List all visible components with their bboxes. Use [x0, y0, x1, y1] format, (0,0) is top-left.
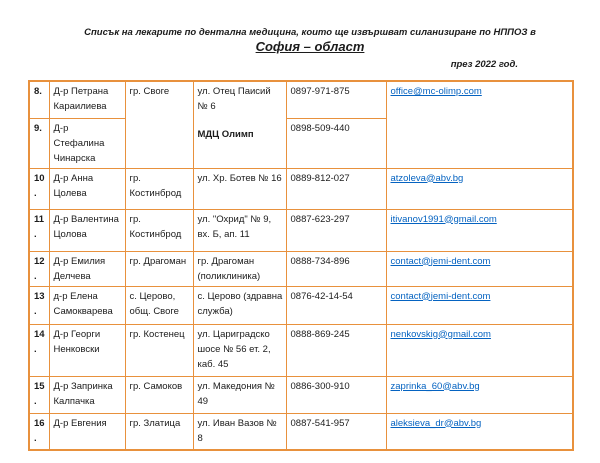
city-cell: гр. Костинброд	[125, 168, 193, 209]
address-cell: ул. Цариградско шосе № 56 ет. 2, каб. 45	[193, 324, 286, 376]
row-number: 14.	[29, 324, 49, 376]
city-cell: с. Церово, общ. Своге	[125, 286, 193, 324]
phone-cell: 0889-812-027	[286, 168, 386, 209]
email-cell	[386, 324, 573, 376]
table-row	[29, 413, 573, 450]
row-number: 8.	[29, 81, 49, 118]
email-link[interactable]: itivanov1991@gmail.com	[390, 213, 497, 225]
email-link[interactable]: nenkovskig@gmail.com	[390, 328, 491, 340]
phone-cell: 0898-509-440	[286, 118, 386, 168]
city-cell: гр. Драгоман	[125, 251, 193, 286]
email-link[interactable]: zaprinka_60@abv.bg	[390, 380, 480, 392]
email-cell	[386, 413, 573, 450]
title-prefix: Списък на лекарите по дентална медицина, които ще извършват силанизиране по НППОЗ в	[84, 27, 536, 38]
email-link[interactable]: office@mc-olimp.com	[390, 86, 482, 97]
row-number: 9.	[29, 118, 49, 168]
email-link[interactable]: aleksieva_dr@abv.bg	[390, 417, 482, 429]
address-cell: ул. Иван Вазов № 8	[193, 413, 286, 450]
city-cell: гр. Костенец	[125, 324, 193, 376]
row-number: 10.	[29, 168, 49, 209]
email-link[interactable]: contact@jemi-dent.com	[390, 290, 491, 302]
table-row	[29, 81, 573, 118]
title-region-highlight: София – област	[255, 39, 365, 54]
email-cell	[386, 209, 573, 251]
email-cell	[386, 251, 573, 286]
phone-cell: 0886-300-910	[286, 376, 386, 413]
phone-cell: 0876-42-14-54	[286, 286, 386, 324]
address-line-2: МДЦ Олимп	[197, 129, 254, 140]
row-number: 11.	[29, 209, 49, 251]
doctor-name: Д-р Георги Ненковски	[49, 324, 125, 376]
address-cell: ул. Македония № 49	[193, 376, 286, 413]
table-row	[29, 324, 573, 376]
title-line-1	[0, 26, 600, 56]
table-row	[29, 209, 573, 251]
phone-cell: 0897-971-875	[286, 81, 386, 118]
table-row	[29, 376, 573, 413]
title-line-2: през 2022 год.	[450, 59, 518, 70]
phone-cell: 0887-541-957	[286, 413, 386, 450]
address-cell: ул. "Охрид" № 9, вх. Б, ап. 11	[193, 209, 286, 251]
address-cell: гр. Драгоман (поликлиника)	[193, 251, 286, 286]
doctor-name: Д-р Петрана Караилиева	[49, 81, 125, 118]
doctor-name: Д-р Стефалина Чинарска	[49, 118, 125, 168]
city-cell: гр. Самоков	[125, 376, 193, 413]
address-cell: ул. Хр. Ботев № 16	[193, 168, 286, 209]
city-cell: гр. Костинброд	[125, 209, 193, 251]
document-title	[0, 0, 600, 71]
phone-cell: 0887-623-297	[286, 209, 386, 251]
phone-cell: 0888-869-245	[286, 324, 386, 376]
email-cell	[386, 286, 573, 324]
email-link[interactable]: atzoleva@abv.bg	[390, 172, 464, 184]
email-cell	[386, 81, 573, 168]
email-cell	[386, 376, 573, 413]
city-cell: гр. Златица	[125, 413, 193, 450]
doctor-name: д-р Елена Самокварева	[49, 286, 125, 324]
row-number: 16.	[29, 413, 49, 450]
row-number: 12.	[29, 251, 49, 286]
table-row	[29, 286, 573, 324]
doctors-table	[28, 80, 574, 451]
address-cell: с. Церово (здравна служба)	[193, 286, 286, 324]
doctor-name: Д-р Анна Цолева	[49, 168, 125, 209]
doctor-name: Д-р Евгения	[49, 413, 125, 450]
phone-cell: 0888-734-896	[286, 251, 386, 286]
doctor-name: Д-р Валентина Цолова	[49, 209, 125, 251]
email-link[interactable]: contact@jemi-dent.com	[390, 255, 491, 267]
table-row	[29, 251, 573, 286]
email-cell	[386, 168, 573, 209]
address-cell	[193, 81, 286, 168]
row-number: 15.	[29, 376, 49, 413]
table-row	[29, 168, 573, 209]
doctor-name: Д-р Емилия Делчева	[49, 251, 125, 286]
city-cell: гр. Своге	[125, 81, 193, 168]
address-line-1: ул. Отец Паисий № 6	[197, 86, 271, 112]
row-number: 13.	[29, 286, 49, 324]
doctor-name: Д-р Запринка Калпачка	[49, 376, 125, 413]
